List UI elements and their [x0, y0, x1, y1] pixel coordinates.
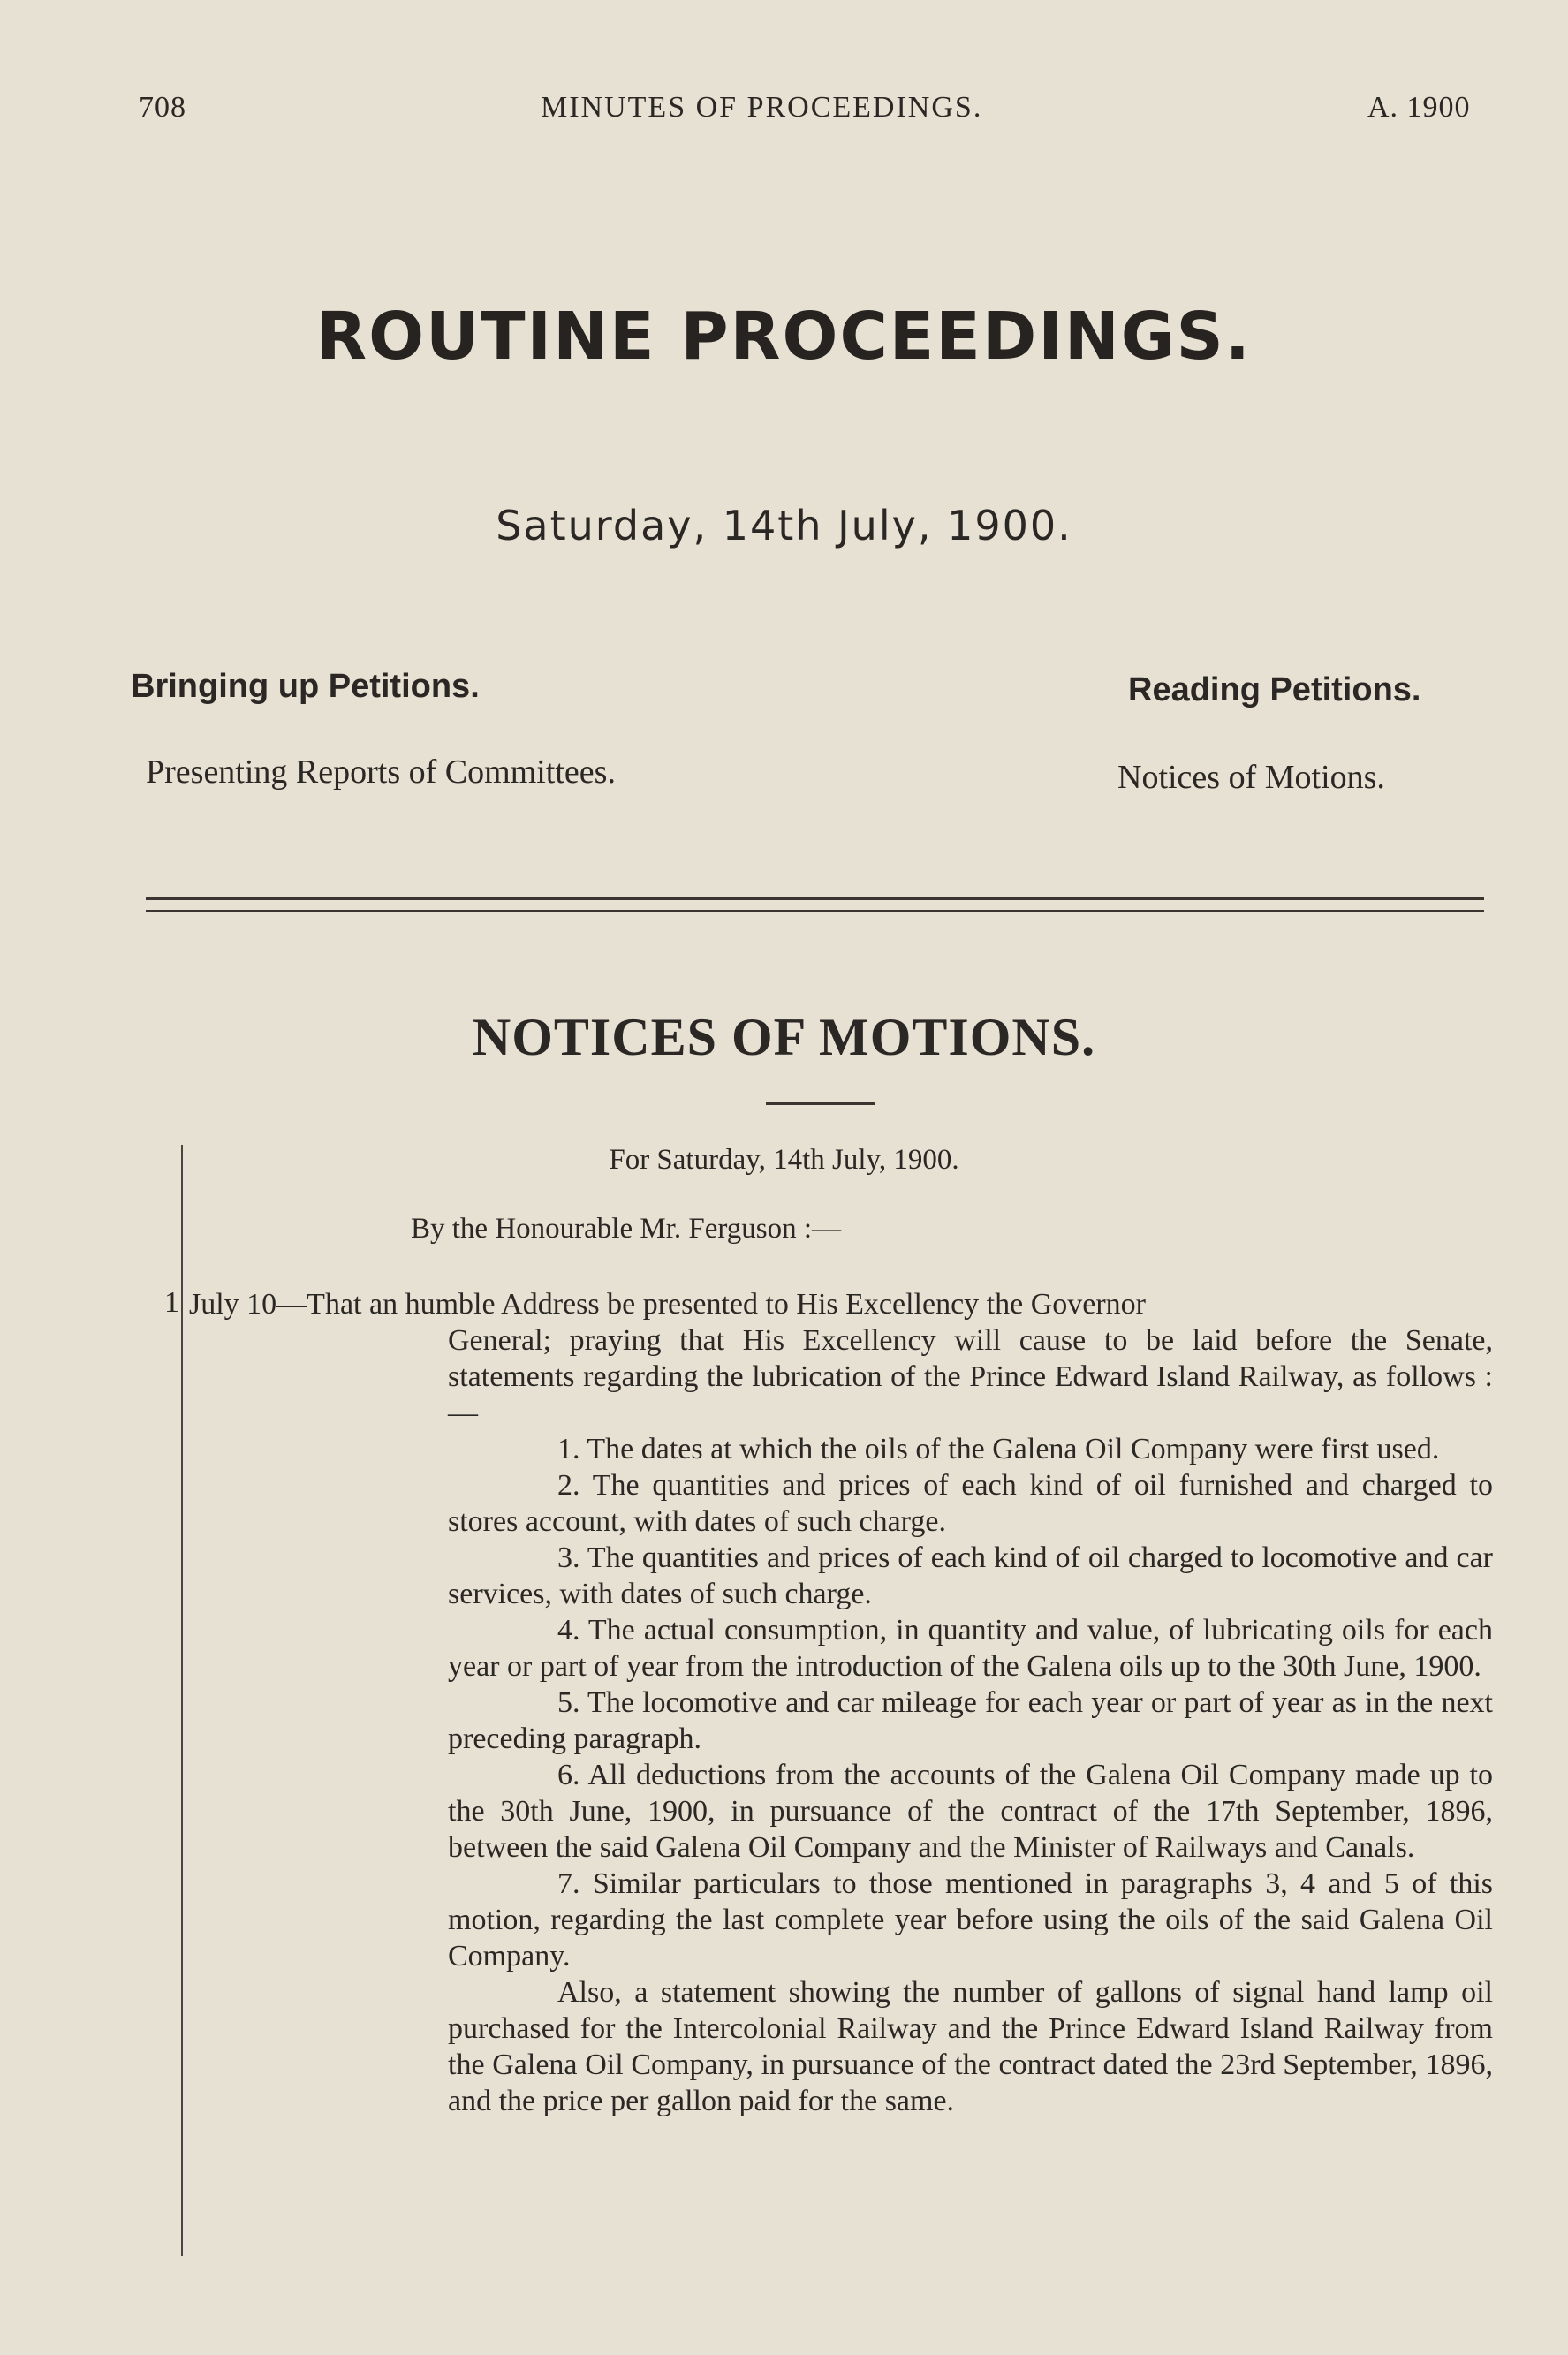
notice-paragraph-4: 4. The actual consumption, in quantity and value, of lubricating oils for each year or part of year from the introduction of the Galena oils up to the 30th June, 1900.	[448, 1614, 1493, 1683]
section-title: NOTICES OF MOTIONS.	[472, 1008, 1096, 1066]
notice-paragraph-3: 3. The quantities and prices of each kind of oil charged to locomotive and car services, with dates of such charge.	[448, 1541, 1493, 1610]
notice-paragraph-6: 6. All deductions from the accounts of the Galena Oil Company made up to the 30th June, 1900, in pursuance of the contract of the 17th September, 1896, between the said Galena Oil Company and the Minister of Railways and Canals.	[448, 1759, 1493, 1864]
notice-paragraph-2: 2. The quantities and prices of each kind of oil furnished and charged to stores account, with dates of such charge.	[448, 1469, 1493, 1538]
double-rule-bottom	[146, 910, 1484, 912]
year-mark: A. 1900	[1367, 91, 1471, 124]
routine-item-presenting-reports: Presenting Reports of Committees.	[146, 753, 616, 791]
notice-paragraph-5: 5. The locomotive and car mileage for each year or part of year as in the next preceding paragraph.	[448, 1686, 1493, 1755]
page-title: ROUTINE PROCEEDINGS.	[316, 299, 1252, 375]
for-date-line: For Saturday, 14th July, 1900.	[609, 1144, 959, 1176]
page-number: 708	[139, 91, 186, 124]
routine-item-notices-of-motions: Notices of Motions.	[1117, 759, 1385, 796]
notice-continuation: General; praying that His Excellency will cause to be laid before the Senate, statements regarding the lubrication of the Prince Edward Island Railway, as follows :—	[448, 1324, 1493, 1429]
routine-item-reading-petitions: Reading Petitions.	[1128, 671, 1421, 708]
date-heading: Saturday, 14th July, 1900.	[496, 502, 1072, 549]
notice-number: 1	[164, 1286, 179, 1319]
notice-paragraph-1: 1. The dates at which the oils of the Galena Oil Company were first used.	[557, 1433, 1440, 1465]
notice-body	[448, 1322, 1493, 2119]
double-rule-top	[146, 897, 1484, 900]
notice-paragraph-also: Also, a statement showing the number of gallons of signal hand lamp oil purchased for the Intercolonial Railway and the Prince Edward Island Railway from the Galena Oil Company, in pursuance of the contract dated the 23rd September, 1896, and the price per gallon paid for the same.	[448, 1976, 1493, 2117]
margin-line	[181, 1145, 183, 2256]
section-divider	[766, 1102, 875, 1105]
mover-line: By the Honourable Mr. Ferguson :—	[411, 1213, 842, 1245]
notice-opening-line: July 10—That an humble Address be presented to His Excellency the Governor	[189, 1288, 1147, 1321]
notice-paragraph-7: 7. Similar particulars to those mentioned in paragraphs 3, 4 and 5 of this motion, regarding the last complete year before using the oils of the said Galena Oil Company.	[448, 1867, 1493, 1973]
routine-item-bringing-up-petitions: Bringing up Petitions.	[131, 668, 480, 705]
running-title: MINUTES OF PROCEEDINGS.	[541, 91, 983, 124]
